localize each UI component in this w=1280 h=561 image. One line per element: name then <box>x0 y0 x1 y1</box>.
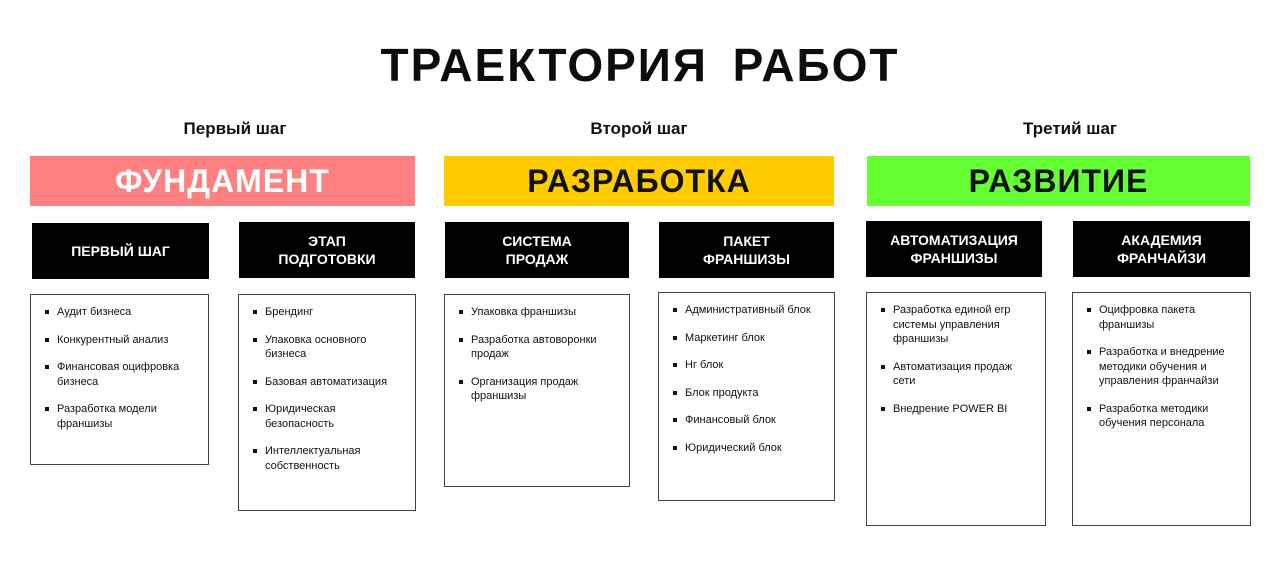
list-item: Разработка единой erp системы управления франшизы <box>881 303 1035 347</box>
list-item: Внедрение POWER BI <box>881 402 1035 417</box>
step-label-3: Третий шаг <box>1022 119 1117 138</box>
box-list <box>444 294 630 487</box>
list-item: Базовая автоматизация <box>253 375 405 390</box>
box-heading: ПЕРВЫЙ ШАГ <box>32 223 209 279</box>
list-item: Конкурентный анализ <box>45 333 198 348</box>
list-item: Юридический блок <box>673 441 824 456</box>
box-heading: АВТОМАТИЗАЦИЯ ФРАНШИЗЫ <box>866 221 1042 277</box>
list-item: Юридическая безопасность <box>253 402 405 431</box>
list-item: Разработка автоворонки продаж <box>459 333 619 362</box>
list-item: Оцифровка пакета франшизы <box>1087 303 1240 332</box>
list-item: Разработка методики обучения персонала <box>1087 402 1240 431</box>
box-heading: ПАКЕТ ФРАНШИЗЫ <box>659 222 834 278</box>
box-list <box>238 294 416 511</box>
box-list <box>866 292 1046 526</box>
list-item: Брендинг <box>253 305 405 320</box>
list-item: Блок продукта <box>673 386 824 401</box>
box-heading: АКАДЕМИЯ ФРАНЧАЙЗИ <box>1073 221 1250 277</box>
page-title: ТРАЕКТОРИЯ РАБОТ <box>380 39 900 91</box>
step-label-2: Второй шаг <box>590 119 688 138</box>
banner-razrabotka: РАЗРАБОТКА <box>444 156 834 206</box>
box-list <box>658 292 835 501</box>
list-item: Организация продаж франшизы <box>459 375 619 404</box>
list-item: Разработка модели франшизы <box>45 402 198 431</box>
list-item: Интеллектуальная собственность <box>253 444 405 473</box>
banner-razvitie: РАЗВИТИЕ <box>867 156 1250 206</box>
box-list <box>30 294 209 465</box>
box-list <box>1072 292 1251 526</box>
list-item: Маркетинг блок <box>673 331 824 346</box>
list-item: Разработка и внедрение методики обучения и управления франчайзи <box>1087 345 1240 389</box>
banner-fundament: ФУНДАМЕНТ <box>30 156 415 206</box>
list-item: Автоматизация продаж сети <box>881 360 1035 389</box>
list-item: Финансовый блок <box>673 413 824 428</box>
step-label-1: Первый шаг <box>183 119 287 138</box>
box-heading: ЭТАП ПОДГОТОВКИ <box>239 222 415 278</box>
list-item: Финансовая оцифровка бизнеса <box>45 360 198 389</box>
list-item: Нг блок <box>673 358 824 373</box>
list-item: Упаковка основного бизнеса <box>253 333 405 362</box>
list-item: Аудит бизнеса <box>45 305 198 320</box>
box-heading: СИСТЕМА ПРОДАЖ <box>445 222 629 278</box>
list-item: Упаковка франшизы <box>459 305 619 320</box>
list-item: Административный блок <box>673 303 824 318</box>
